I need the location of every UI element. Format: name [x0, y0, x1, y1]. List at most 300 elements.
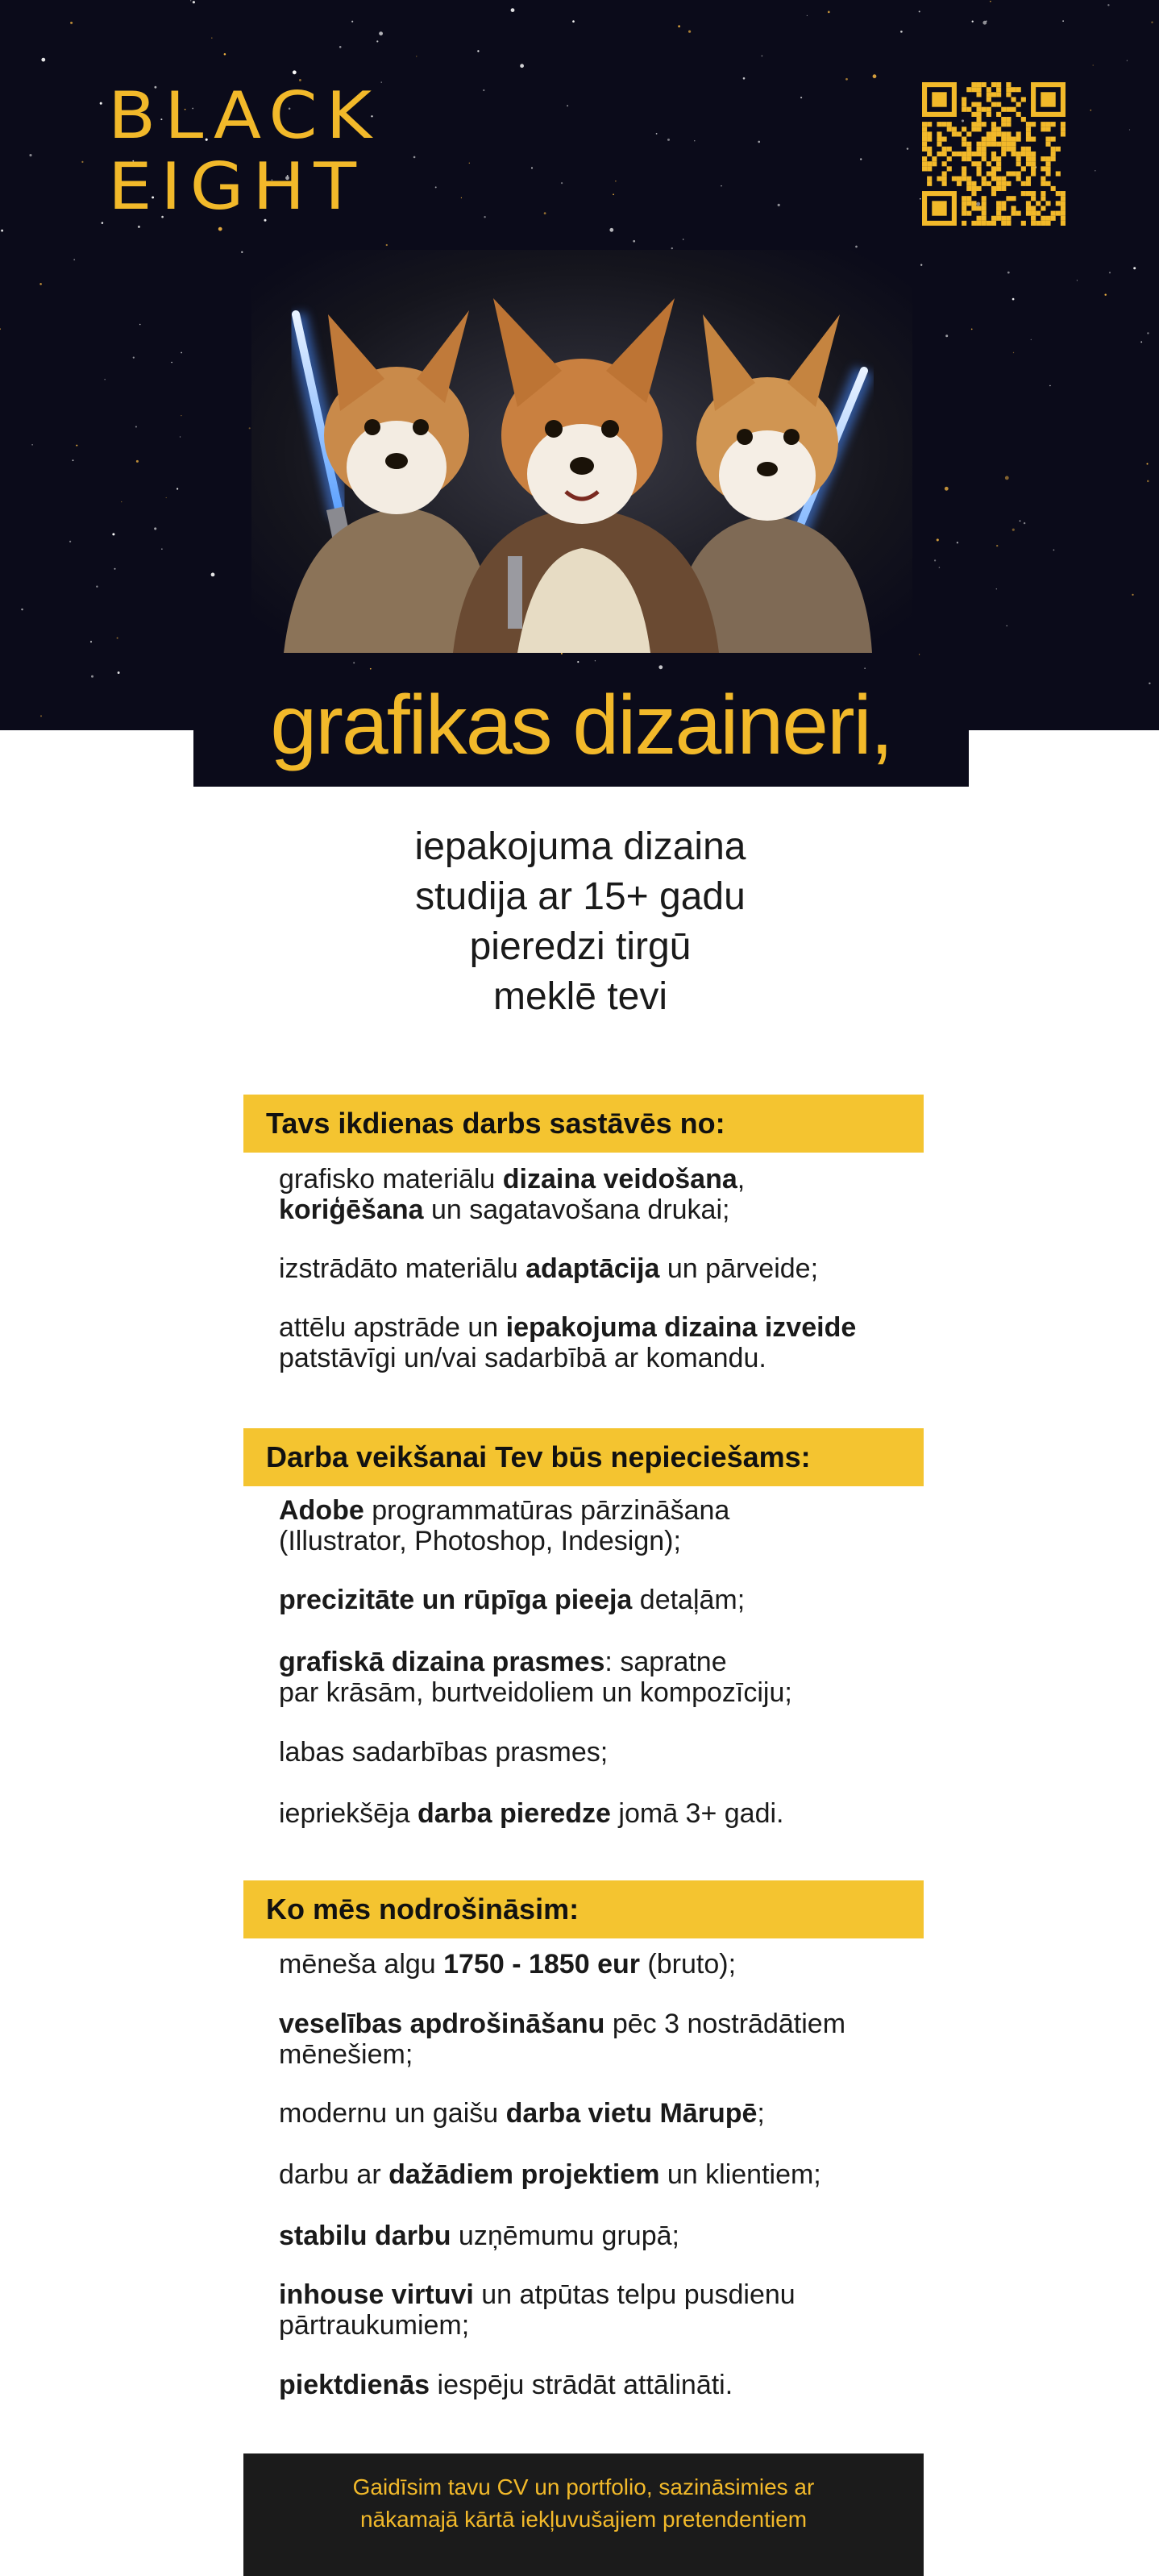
- qr-module: [966, 156, 971, 161]
- qr-module: [991, 186, 996, 191]
- qr-module: [1041, 221, 1045, 226]
- list-item: veselības apdrošināšanu pēc 3 nostrādātiem mēnešiem;: [279, 2009, 846, 2070]
- star: [990, 1, 991, 2]
- star: [241, 251, 243, 253]
- star: [117, 638, 118, 639]
- qr-module: [947, 166, 952, 171]
- qr-module: [971, 102, 976, 107]
- qr-module: [982, 196, 987, 201]
- star: [1107, 4, 1109, 6]
- intro-line: pieredzi tirgū: [469, 925, 692, 968]
- qr-module: [1016, 171, 1021, 176]
- qr-module: [1011, 142, 1016, 147]
- qr-module: [1021, 117, 1026, 122]
- star: [484, 216, 485, 218]
- qr-module: [996, 181, 1001, 186]
- star: [190, 0, 191, 1]
- qr-module: [957, 131, 962, 136]
- qr-module: [1051, 216, 1056, 221]
- qr-module: [1045, 166, 1050, 171]
- qr-module: [1006, 216, 1011, 221]
- qr-module: [1031, 191, 1036, 196]
- qr-module: [966, 181, 971, 186]
- qr-module: [991, 142, 996, 147]
- qr-module: [996, 186, 1001, 191]
- qr-module: [1001, 122, 1006, 127]
- qr-module: [922, 137, 927, 142]
- star: [544, 212, 546, 214]
- qr-module: [1006, 131, 1011, 136]
- star: [609, 228, 613, 232]
- qr-module: [1016, 112, 1021, 117]
- star: [218, 227, 222, 231]
- qr-module: [947, 127, 952, 131]
- qr-module: [982, 152, 987, 156]
- qr-module: [937, 122, 941, 127]
- qr-module: [1061, 221, 1066, 226]
- qr-module: [987, 97, 991, 102]
- qr-module: [947, 156, 952, 161]
- star: [1006, 625, 1007, 626]
- qr-module: [982, 82, 987, 87]
- star: [1104, 293, 1106, 295]
- qr-module: [982, 107, 987, 112]
- qr-module: [1001, 221, 1006, 226]
- qr-module: [996, 216, 1001, 221]
- star: [1140, 341, 1142, 343]
- star: [1095, 170, 1096, 172]
- qr-module: [962, 107, 966, 112]
- qr-module: [1031, 122, 1036, 127]
- list-item: grafiskā dizaina prasmes: sapratne par krāsām, burtveidoliem un kompozīciju;: [279, 1647, 792, 1708]
- qr-module: [1006, 171, 1011, 176]
- star: [477, 50, 479, 52]
- qr-module: [1011, 97, 1016, 102]
- intro-line: iepakojuma dizaina: [414, 825, 746, 868]
- qr-module: [922, 161, 927, 166]
- qr-module: [1026, 127, 1031, 131]
- qr-module: [1026, 201, 1031, 206]
- intro-text: [306, 822, 854, 1022]
- qr-module: [1045, 171, 1050, 176]
- qr-module: [1026, 191, 1031, 196]
- qr-module: [977, 142, 982, 147]
- star: [900, 31, 903, 33]
- footer-banner: [243, 2453, 924, 2576]
- qr-module: [962, 221, 966, 226]
- qr-module: [942, 152, 947, 156]
- qr-module: [1041, 127, 1045, 131]
- hero-banner: [0, 0, 1159, 730]
- list-item: grafisko materiālu dizaina veidošana, koriģēšana un sagatavošana drukai;: [279, 1164, 746, 1225]
- qr-module: [1021, 152, 1026, 156]
- star: [957, 542, 958, 543]
- qr-module: [991, 137, 996, 142]
- qr-module: [966, 131, 971, 136]
- brand-logo-line1: BLACK: [108, 78, 380, 153]
- qr-module: [987, 137, 991, 142]
- qr-module: [1026, 206, 1031, 210]
- qr-module: [952, 131, 957, 136]
- list-item: inhouse virtuvi un atpūtas telpu pusdienu pārtraukumiem;: [279, 2279, 796, 2341]
- star: [1149, 683, 1150, 684]
- qr-module: [982, 181, 987, 186]
- qr-module: [1001, 216, 1006, 221]
- star: [855, 246, 858, 248]
- qr-module: [996, 177, 1001, 181]
- qr-code[interactable]: [922, 82, 1066, 226]
- star: [224, 53, 226, 56]
- star: [211, 37, 212, 38]
- qr-module: [966, 196, 971, 201]
- qr-module: [1021, 166, 1026, 171]
- footer-line: Gaidīsim tavu CV un portfolio, sazināsimies ar: [352, 2474, 815, 2499]
- star: [1129, 129, 1130, 130]
- qr-module: [971, 127, 976, 131]
- qr-module: [1021, 147, 1026, 152]
- qr-module: [1021, 181, 1026, 186]
- qr-module: [982, 216, 987, 221]
- star: [461, 197, 462, 198]
- star: [39, 283, 42, 285]
- star: [613, 193, 614, 195]
- qr-module: [937, 142, 941, 147]
- qr-module: [932, 92, 946, 106]
- star: [633, 240, 635, 243]
- star: [339, 46, 342, 48]
- qr-module: [1001, 201, 1006, 206]
- qr-module: [987, 107, 991, 112]
- qr-module: [1051, 211, 1056, 216]
- qr-module: [1041, 191, 1045, 196]
- qr-module: [982, 206, 987, 210]
- star: [572, 20, 575, 23]
- list-item: izstrādāto materiālu adaptācija un pārveide;: [279, 1253, 819, 1284]
- qr-module: [996, 166, 1001, 171]
- qr-module: [1011, 147, 1016, 152]
- qr-module: [962, 166, 966, 171]
- qr-module: [982, 156, 987, 161]
- star: [860, 158, 862, 160]
- qr-module: [922, 166, 927, 171]
- star: [166, 497, 167, 498]
- qr-module: [987, 142, 991, 147]
- qr-module: [1036, 201, 1041, 206]
- qr-module: [996, 102, 1001, 107]
- qr-module: [982, 137, 987, 142]
- qr-module: [1061, 201, 1066, 206]
- star: [96, 586, 98, 588]
- star: [177, 488, 178, 489]
- qr-module: [977, 117, 982, 122]
- star: [1133, 267, 1136, 269]
- qr-module: [966, 147, 971, 152]
- star: [778, 204, 780, 206]
- qr-module: [987, 112, 991, 117]
- star: [1007, 272, 1010, 274]
- qr-module: [947, 147, 952, 152]
- star: [69, 541, 71, 542]
- intro-line: meklē tevi: [492, 975, 668, 1018]
- qr-module: [982, 221, 987, 226]
- star: [972, 20, 974, 22]
- star: [29, 154, 31, 156]
- qr-module: [1061, 131, 1066, 136]
- star: [73, 259, 75, 260]
- qr-module: [1006, 122, 1011, 127]
- qr-module: [927, 161, 932, 166]
- qr-module: [922, 156, 927, 161]
- qr-module: [1016, 131, 1021, 136]
- qr-module: [1041, 196, 1045, 201]
- star: [379, 31, 383, 35]
- qr-module: [977, 171, 982, 176]
- qr-module: [937, 177, 941, 181]
- qr-module: [966, 177, 971, 181]
- list-item: precizitāte un rūpīga pieeja detaļām;: [279, 1585, 746, 1615]
- star: [76, 445, 77, 447]
- qr-module: [987, 92, 991, 97]
- qr-module: [971, 186, 976, 191]
- qr-module: [927, 147, 932, 152]
- qr-module: [996, 201, 1001, 206]
- qr-module: [1045, 142, 1050, 147]
- star: [353, 662, 355, 663]
- qr-module: [1026, 147, 1031, 152]
- star: [982, 21, 987, 25]
- star: [376, 40, 378, 42]
- qr-module: [922, 131, 927, 136]
- qr-module: [1051, 186, 1056, 191]
- qr-module: [957, 181, 962, 186]
- star: [193, 1, 195, 3]
- qr-module: [1026, 211, 1031, 216]
- star: [1127, 60, 1128, 61]
- qr-module: [1016, 152, 1021, 156]
- star: [694, 140, 695, 141]
- qr-module: [927, 181, 932, 186]
- qr-module: [996, 211, 1001, 216]
- qr-module: [1051, 147, 1056, 152]
- qr-module: [1016, 102, 1021, 107]
- qr-module: [1001, 117, 1006, 122]
- qr-module: [1031, 196, 1036, 201]
- title-banner: [193, 677, 969, 787]
- star: [1049, 385, 1050, 386]
- qr-module: [1031, 221, 1036, 226]
- qr-module: [977, 166, 982, 171]
- qr-module: [942, 122, 947, 127]
- star: [370, 668, 372, 670]
- star: [135, 426, 137, 427]
- qr-module: [1001, 107, 1006, 112]
- qr-module: [1016, 137, 1021, 142]
- qr-module: [952, 127, 957, 131]
- qr-module: [1001, 177, 1006, 181]
- qr-module: [1061, 122, 1066, 127]
- qr-module: [1051, 152, 1056, 156]
- star: [483, 89, 484, 91]
- list-item: labas sadarbības prasmes;: [279, 1737, 609, 1768]
- qr-module: [977, 127, 982, 131]
- qr-module: [1056, 171, 1061, 176]
- qr-module: [977, 152, 982, 156]
- hero-photo: [251, 250, 912, 653]
- qr-module: [962, 156, 966, 161]
- qr-module: [966, 107, 971, 112]
- qr-module: [962, 97, 966, 102]
- qr-module: [1006, 142, 1011, 147]
- qr-module: [991, 166, 996, 171]
- star: [1093, 64, 1094, 65]
- qr-module: [962, 152, 966, 156]
- qr-module: [982, 147, 987, 152]
- qr-module: [1006, 147, 1011, 152]
- star: [1005, 476, 1009, 480]
- qr-module: [947, 122, 952, 127]
- list-item: piektdienās iespēju strādāt attālināti.: [279, 2370, 733, 2400]
- star: [70, 22, 73, 24]
- qr-module: [996, 87, 1001, 92]
- star: [656, 133, 658, 135]
- qr-module: [966, 87, 971, 92]
- star: [1090, 110, 1091, 111]
- qr-module: [1001, 137, 1006, 142]
- qr-module: [1036, 221, 1041, 226]
- qr-module: [1061, 211, 1066, 216]
- star: [667, 139, 670, 141]
- star: [114, 568, 116, 570]
- qr-module: [977, 216, 982, 221]
- star: [180, 436, 181, 437]
- qr-module: [927, 166, 932, 171]
- qr-module: [1016, 211, 1021, 216]
- qr-module: [991, 221, 996, 226]
- star: [920, 264, 922, 266]
- star: [595, 660, 596, 661]
- star: [531, 167, 533, 168]
- qr-module: [971, 152, 976, 156]
- qr-module: [991, 127, 996, 131]
- qr-module: [1016, 177, 1021, 181]
- qr-module: [1006, 181, 1011, 186]
- qr-module: [996, 92, 1001, 97]
- star: [121, 501, 122, 502]
- qr-module: [971, 122, 976, 127]
- star: [154, 527, 156, 530]
- qr-module: [1016, 156, 1021, 161]
- qr-module: [927, 177, 932, 181]
- section-heading-daily-work: Tavs ikdienas darbs sastāvēs no:: [243, 1095, 924, 1153]
- qr-module: [977, 112, 982, 117]
- qr-module: [977, 82, 982, 87]
- qr-module: [942, 177, 947, 181]
- star: [1020, 520, 1021, 521]
- qr-module: [1006, 221, 1011, 226]
- qr-module: [952, 177, 957, 181]
- list-item: Adobe programmatūras pārzināšana (Illustrator, Photoshop, Indesign);: [279, 1495, 730, 1556]
- star: [762, 56, 763, 57]
- qr-module: [1021, 97, 1026, 102]
- section-heading-requirements: Darba veikšanai Tev būs nepieciešams:: [243, 1428, 924, 1486]
- star: [118, 671, 120, 674]
- qr-module: [1026, 131, 1031, 136]
- star: [688, 31, 691, 33]
- qr-module: [1061, 206, 1066, 210]
- qr-module: [987, 221, 991, 226]
- qr-module: [1061, 191, 1066, 196]
- qr-module: [996, 206, 1001, 210]
- star: [133, 357, 135, 359]
- qr-module: [962, 201, 966, 206]
- qr-module: [1045, 156, 1050, 161]
- star: [743, 77, 746, 80]
- intro-line: studija ar 15+ gadu: [415, 875, 746, 918]
- qr-module: [996, 127, 1001, 131]
- qr-module: [982, 211, 987, 216]
- star: [0, 328, 1, 330]
- qr-module: [971, 181, 976, 186]
- qr-module: [1045, 221, 1050, 226]
- qr-module: [966, 186, 971, 191]
- star: [1, 230, 3, 232]
- list-item: iepriekšēja darba pieredze jomā 3+ gadi.: [279, 1798, 784, 1829]
- qr-module: [1026, 161, 1031, 166]
- qr-module: [1011, 87, 1016, 92]
- star: [1013, 352, 1014, 353]
- star: [1053, 550, 1055, 551]
- qr-module: [922, 122, 927, 127]
- star: [996, 545, 998, 546]
- qr-module: [942, 181, 947, 186]
- star: [658, 665, 663, 669]
- qr-module: [1031, 152, 1036, 156]
- qr-module: [1051, 122, 1056, 127]
- star: [934, 559, 936, 561]
- qr-module: [1045, 181, 1050, 186]
- star: [561, 182, 563, 184]
- star: [41, 58, 45, 62]
- qr-module: [1061, 196, 1066, 201]
- qr-module: [932, 201, 946, 215]
- qr-module: [1041, 92, 1055, 106]
- qr-module: [971, 87, 976, 92]
- star: [561, 653, 563, 654]
- qr-module: [966, 142, 971, 147]
- qr-module: [932, 156, 937, 161]
- qr-module: [1011, 152, 1016, 156]
- qr-module: [991, 122, 996, 127]
- qr-module: [962, 211, 966, 216]
- qr-module: [1031, 216, 1036, 221]
- star: [577, 661, 579, 663]
- qr-module: [927, 152, 932, 156]
- qr-module: [991, 171, 996, 176]
- brand-logo-line2: EIGHT: [108, 149, 365, 224]
- qr-module: [1011, 107, 1016, 112]
- qr-module: [1056, 211, 1061, 216]
- qr-module: [1011, 196, 1016, 201]
- star: [945, 487, 949, 491]
- qr-module: [971, 112, 976, 117]
- star: [161, 548, 162, 549]
- qr-module: [952, 152, 957, 156]
- qr-module: [962, 206, 966, 210]
- qr-module: [1051, 156, 1056, 161]
- qr-module: [1001, 147, 1006, 152]
- qr-module: [1006, 92, 1011, 97]
- qr-module: [957, 152, 962, 156]
